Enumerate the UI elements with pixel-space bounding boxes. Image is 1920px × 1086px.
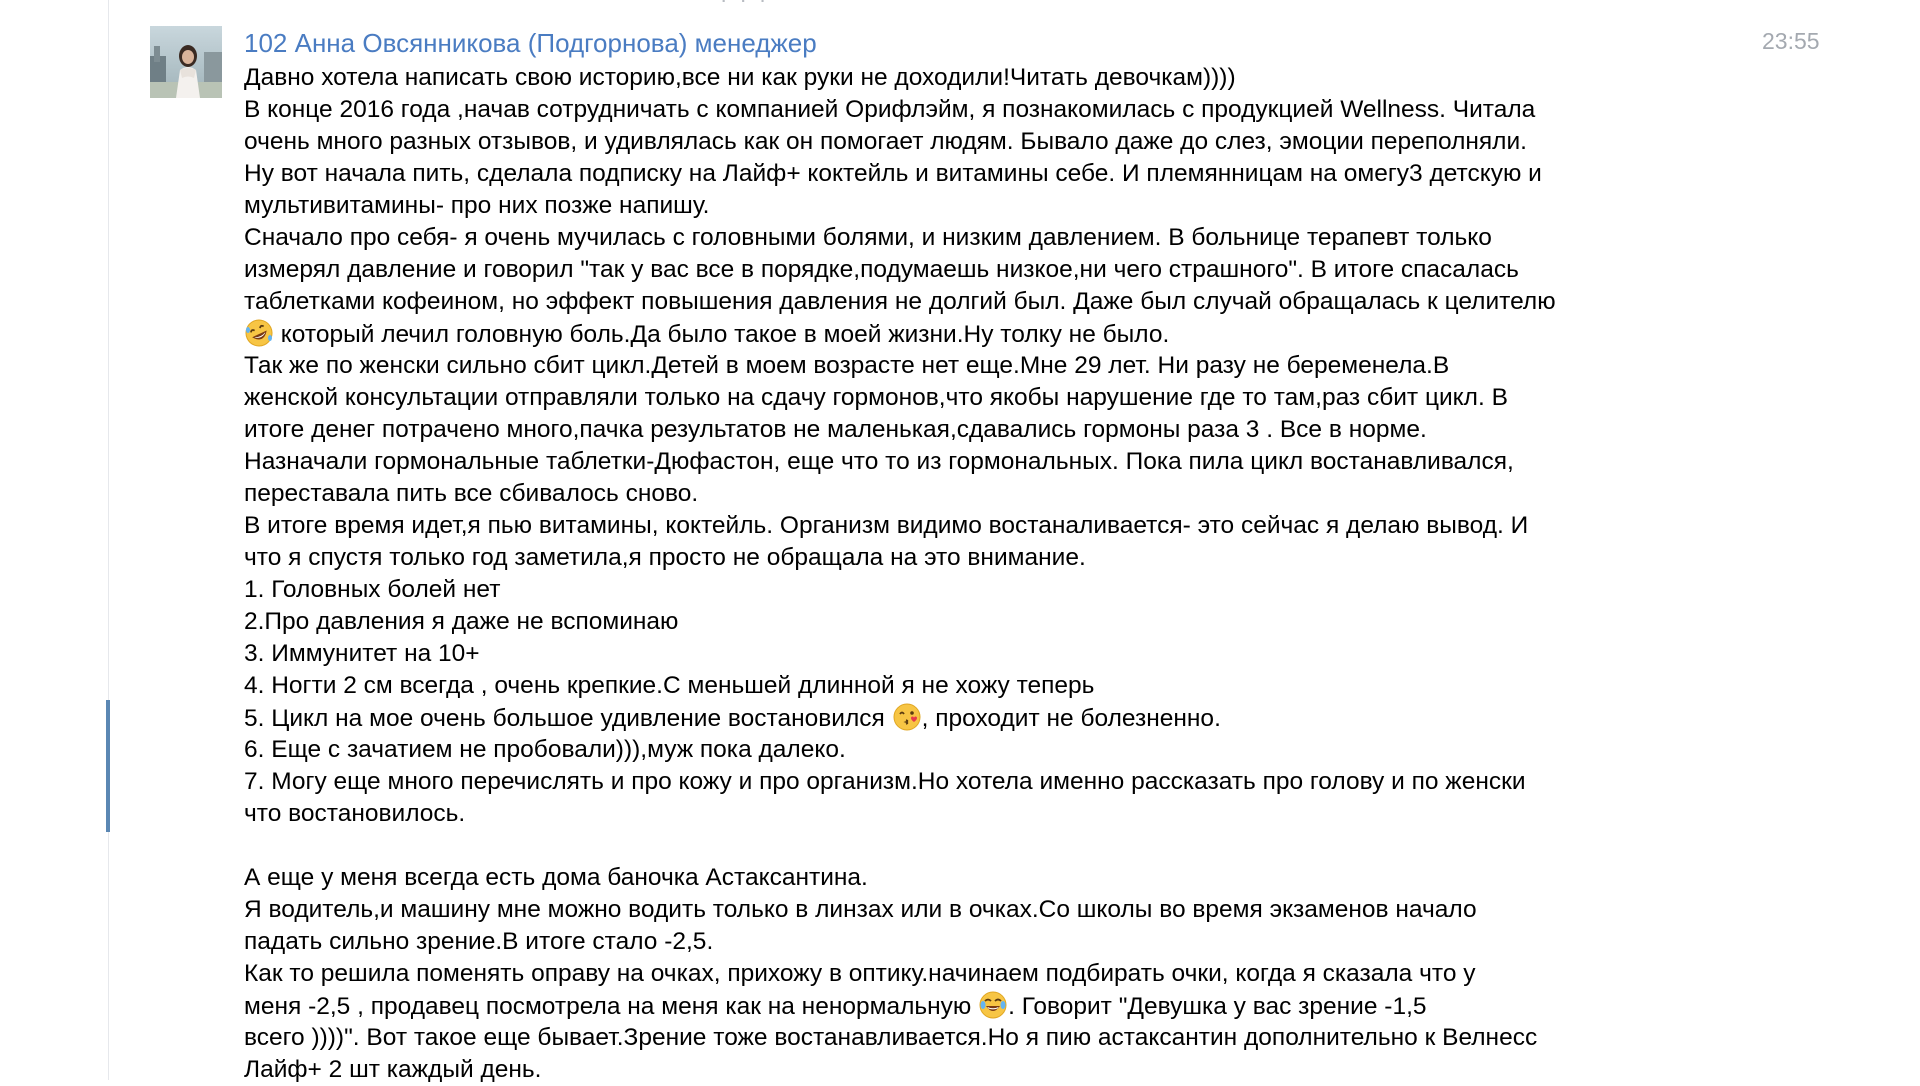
message-line-text: Лайф+ 2 шт каждый день. [244,1056,542,1083]
message-line-text: Я водитель,и машину мне можно водить только в линзах или в очках.Со школы во время экзаменов начало [244,896,1477,923]
message-line [244,798,1724,830]
message-line-text: 2.Про давления я даже не вспоминаю [244,608,679,635]
message-line-text: Ну вот начала пить, сделала подписку на Лайф+ коктейль и витамины себе. И племянницам на омегу3 детскую и [244,160,1542,187]
message-line-text: всего ))))". Вот такое еще бывает.Зрение тоже востанавливается.Но я пию астаксантин дополнительно к Велнесс [244,1024,1538,1051]
message-line [244,446,1724,478]
message-line [244,958,1724,990]
message-line-text: 7. Могу еще много перечислять и про кожу и про организм.Но хотела именно рассказать про голову и по женски [244,768,1526,795]
message-line-text: А еще у меня всегда есть дома баночка Астаксантина. [244,864,868,891]
avatar[interactable] [150,26,222,98]
message-line [244,94,1724,126]
selection-bar[interactable] [106,700,110,832]
message-line [244,606,1724,638]
message-line [244,862,1724,894]
message-line-text: 5. Цикл на мое очень большое удивление востановился [244,705,892,732]
message-line [244,990,1724,1022]
message-line-text: измерял давление и говорил "так у вас все в порядке,подумаешь низкое,ни чего страшного". В итоге спасалась [244,256,1519,283]
message-line [244,126,1724,158]
message-line-text: что востановилось. [244,800,466,827]
message-line-text: мультивитамины- про них позже напишу. [244,192,710,219]
avatar-photo-icon [150,26,222,98]
message-line [244,638,1724,670]
chat-message[interactable] [150,24,1830,1083]
message-line-text: очень много разных отзывов, и удивлялась как он помогает людям. Бывало даже до слез, эмоции переполняли. [244,128,1527,155]
message-line [244,414,1724,446]
message-line-text: . Говорит "Девушка у вас зрение -1,5 [1008,993,1427,1020]
message-line-text: В итоге время идет,я пью витамины, коктейль. Организм видимо востаналивается- это сейчас я делаю вывод. И [244,512,1529,539]
message-line-text: , проходит не болезненно. [921,705,1221,732]
message-line [244,894,1724,926]
previous-message-remnant [720,0,769,3]
message-line-text: 1. Головных болей нет [244,576,501,603]
message-line-text: что я спустя только год заметила,я просто не обращала на это внимание. [244,544,1086,571]
message-body [244,24,1724,1086]
message-line [244,670,1724,702]
message-line [244,542,1724,574]
kiss-emoji [892,702,922,732]
message-line [244,734,1724,766]
message-line-text: итоге денег потрачено много,пачка результатов не маленькая,сдавались гормоны раза 3 . Все в норме. [244,416,1427,443]
message-line [244,1022,1724,1054]
message-line [244,190,1724,222]
message-line [244,478,1724,510]
message-line-text: Как то решила поменять оправу на очках, прихожу в оптику.начинаем подбирать очки, когда я сказала что у [244,960,1476,987]
message-line [244,62,1724,94]
message-line-text: Назначали гормональные таблетки-Дюфастон, еще что то из гормональных. Пока пила цикл востанавливался, [244,448,1514,475]
message-line-text: женской консультации отправляли только на сдачу гормонов,что якобы нарушение где то там,раз сбит цикл. В [244,384,1508,411]
rofl-emoji [244,318,274,348]
message-line [244,1054,1724,1086]
message-line-text: Так же по женски сильно сбит цикл.Детей в моем возрасте нет еще.Мне 29 лет. Ни разу не беременела.В [244,352,1450,379]
message-line-text: который лечил головную боль.Да было такое в моей жизни.Ну толку не было. [274,321,1170,348]
message-time: 23:55 [1762,28,1820,54]
message-line [244,286,1724,318]
message-text [244,62,1724,1086]
message-line [244,254,1724,286]
message-line [244,318,1724,350]
message-line-text: 3. Иммунитет на 10+ [244,640,480,667]
message-line-text: таблетками кофеином, но эффект повышения давления не долгий был. Даже был случай обращалась к целителю [244,288,1556,315]
message-line [244,702,1724,734]
message-line-text: меня -2,5 , продавец посмотрела на меня как на ненормальную [244,993,979,1020]
message-line-text: Давно хотела написать свою историю,все ни как руки не доходили!Читать девочкам)))) [244,64,1236,91]
message-line-text: 6. Еще с зачатием не пробовали))),муж пока далеко. [244,736,846,763]
message-line-text: Сначало про себя- я очень мучилась с головными болями, и низким давлением. В больнице терапевт только [244,224,1492,251]
message-line [244,382,1724,414]
message-line-text: падать сильно зрение.В итоге стало -2,5. [244,928,714,955]
message-line-text: переставала пить все сбивалось сново. [244,480,699,507]
message-line [244,926,1724,958]
message-line [244,830,1724,862]
message-line-text: В конце 2016 года ,начав сотрудничать с компанией Орифлэйм, я познакомилась с продукцией Wellness. Читала [244,96,1536,123]
message-line [244,574,1724,606]
message-line-text: 4. Ногти 2 см всегда , очень крепкие.С меньшей длинной я не хожу теперь [244,672,1095,699]
message-line [244,766,1724,798]
joy-emoji [978,990,1008,1020]
message-line [244,510,1724,542]
message-line [244,222,1724,254]
author-name[interactable]: 102 Анна Овсянникова (Подгорнова) менеджер [244,28,817,58]
message-line [244,158,1724,190]
message-line [244,350,1724,382]
sidebar-divider [108,0,109,1080]
